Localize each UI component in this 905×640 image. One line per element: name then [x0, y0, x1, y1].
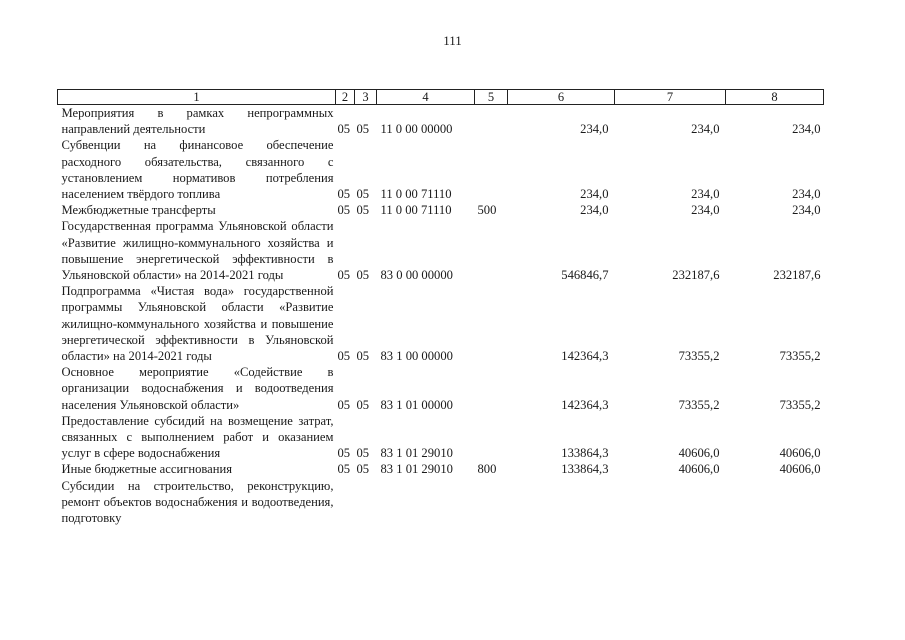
row-name: Подпрограмма «Чистая вода» государственной программы Ульяновской области «Развитие жилищно-коммунального хозяйства и повышение энергетической эффективности в Ульяновской области» на 2014-2021 годы: [61, 284, 334, 364]
row-amount-col8: 40606,0: [779, 446, 821, 461]
row-name: Иные бюджетные ассигнования: [61, 462, 233, 477]
row-subsection: 05: [356, 397, 370, 412]
table-header: [58, 90, 824, 105]
row-subsection: 05: [356, 446, 370, 461]
row-name: Межбюджетные трансферты: [61, 203, 216, 218]
page-number: 111: [443, 33, 462, 48]
row-amount-col8: 40606,0: [779, 462, 821, 477]
table-row: [58, 137, 824, 202]
row-expense-type: [475, 478, 508, 527]
row-amount-col8: 73355,2: [779, 349, 821, 364]
row-target-article: 83 1 01 29010: [380, 446, 453, 461]
row-amount-col7: 40606,0: [678, 462, 720, 477]
row-amount-col6: 546846,7: [561, 268, 609, 283]
row-amount-col8: [726, 478, 824, 527]
row-section: 05: [337, 268, 351, 283]
row-name: Мероприятия в рамках непрограммных направлений деятельности: [61, 106, 334, 137]
row-amount-col8: 234,0: [792, 187, 821, 202]
row-target-article: 83 1 01 00000: [380, 397, 453, 412]
row-expense-type: [475, 137, 508, 202]
row-name: Субвенции на финансовое обеспечение расходного обязательства, связанного с установлением нормативов потребления населением твёрдого топлива: [61, 138, 334, 202]
row-amount-col7: 40606,0: [678, 446, 720, 461]
row-target-article: 11 0 00 71110: [380, 187, 452, 202]
header-cell-3: 3: [355, 90, 377, 105]
row-target-article: [377, 478, 475, 527]
row-amount-col8: 234,0: [792, 203, 821, 218]
table-body: [58, 105, 824, 527]
row-subsection: 05: [356, 203, 370, 218]
row-section: 05: [337, 122, 351, 137]
row-amount-col6: [508, 478, 615, 527]
row-section: 05: [337, 397, 351, 412]
row-expense-type: [475, 413, 508, 462]
header-cell-4: 4: [377, 90, 475, 105]
row-amount-col7: [615, 478, 726, 527]
row-amount-col6: 142364,3: [561, 397, 609, 412]
table-row: [58, 461, 824, 477]
row-section: [336, 478, 355, 527]
row-subsection: 05: [356, 122, 370, 137]
row-expense-type: [475, 283, 508, 364]
table-row: [58, 283, 824, 364]
row-amount-col7: 234,0: [691, 122, 720, 137]
row-amount-col6: 142364,3: [561, 349, 609, 364]
table-row: [58, 364, 824, 413]
row-section: 05: [337, 462, 351, 477]
row-amount-col8: 234,0: [792, 122, 821, 137]
row-amount-col8: 232187,6: [773, 268, 821, 283]
table-row: [58, 218, 824, 283]
row-expense-type: [475, 105, 508, 138]
header-cell-2: 2: [336, 90, 355, 105]
row-expense-type: 500: [477, 203, 497, 218]
row-amount-col6: 133864,3: [561, 446, 609, 461]
row-amount-col8: 73355,2: [779, 397, 821, 412]
table-row: [58, 105, 824, 138]
row-amount-col6: 234,0: [580, 203, 609, 218]
row-section: 05: [337, 203, 351, 218]
row-name: Субсидии на строительство, реконструкцию, ремонт объектов водоснабжения и водоотведения, подготовку: [61, 478, 334, 526]
row-subsection: [355, 478, 377, 527]
row-target-article: 83 1 01 29010: [380, 462, 453, 477]
row-expense-type: [475, 364, 508, 413]
row-amount-col6: 234,0: [580, 122, 609, 137]
header-cell-1: 1: [58, 90, 336, 105]
row-section: 05: [337, 349, 351, 364]
row-subsection: 05: [356, 462, 370, 477]
row-expense-type: 800: [477, 462, 497, 477]
row-section: 05: [337, 187, 351, 202]
row-name: Предоставление субсидий на возмещение затрат, связанных с выполнением работ и оказанием услуг в сфере водоснабжения: [61, 413, 334, 461]
header-cell-5: 5: [475, 90, 508, 105]
table-row: [58, 478, 824, 527]
table-row: [58, 202, 824, 218]
header-cell-7: 7: [615, 90, 726, 105]
row-target-article: 11 0 00 00000: [380, 122, 453, 137]
row-amount-col6: 133864,3: [561, 462, 609, 477]
header-row: [58, 90, 824, 105]
header-cell-8: 8: [726, 90, 824, 105]
row-expense-type: [475, 218, 508, 283]
row-name: Основное мероприятие «Содействие в организации водоснабжения и водоотведения населения Ульяновской области»: [61, 365, 334, 412]
table-row: [58, 413, 824, 462]
header-cell-6: 6: [508, 90, 615, 105]
row-subsection: 05: [356, 187, 370, 202]
row-amount-col7: 73355,2: [678, 349, 720, 364]
row-amount-col7: 234,0: [691, 187, 720, 202]
row-name: Государственная программа Ульяновской области «Развитие жилищно-коммунального хозяйства и повышение энергетической эффективности в Ульяновской области» на 2014-2021 годы: [61, 219, 334, 283]
row-amount-col7: 73355,2: [678, 397, 720, 412]
row-subsection: 05: [356, 268, 370, 283]
row-target-article: 11 0 00 71110: [380, 203, 452, 218]
row-section: 05: [337, 446, 351, 461]
budget-table: [57, 89, 824, 526]
row-amount-col7: 234,0: [691, 203, 720, 218]
row-target-article: 83 0 00 00000: [380, 268, 453, 283]
row-amount-col6: 234,0: [580, 187, 609, 202]
row-amount-col7: 232187,6: [672, 268, 720, 283]
row-target-article: 83 1 00 00000: [380, 349, 453, 364]
row-subsection: 05: [356, 349, 370, 364]
